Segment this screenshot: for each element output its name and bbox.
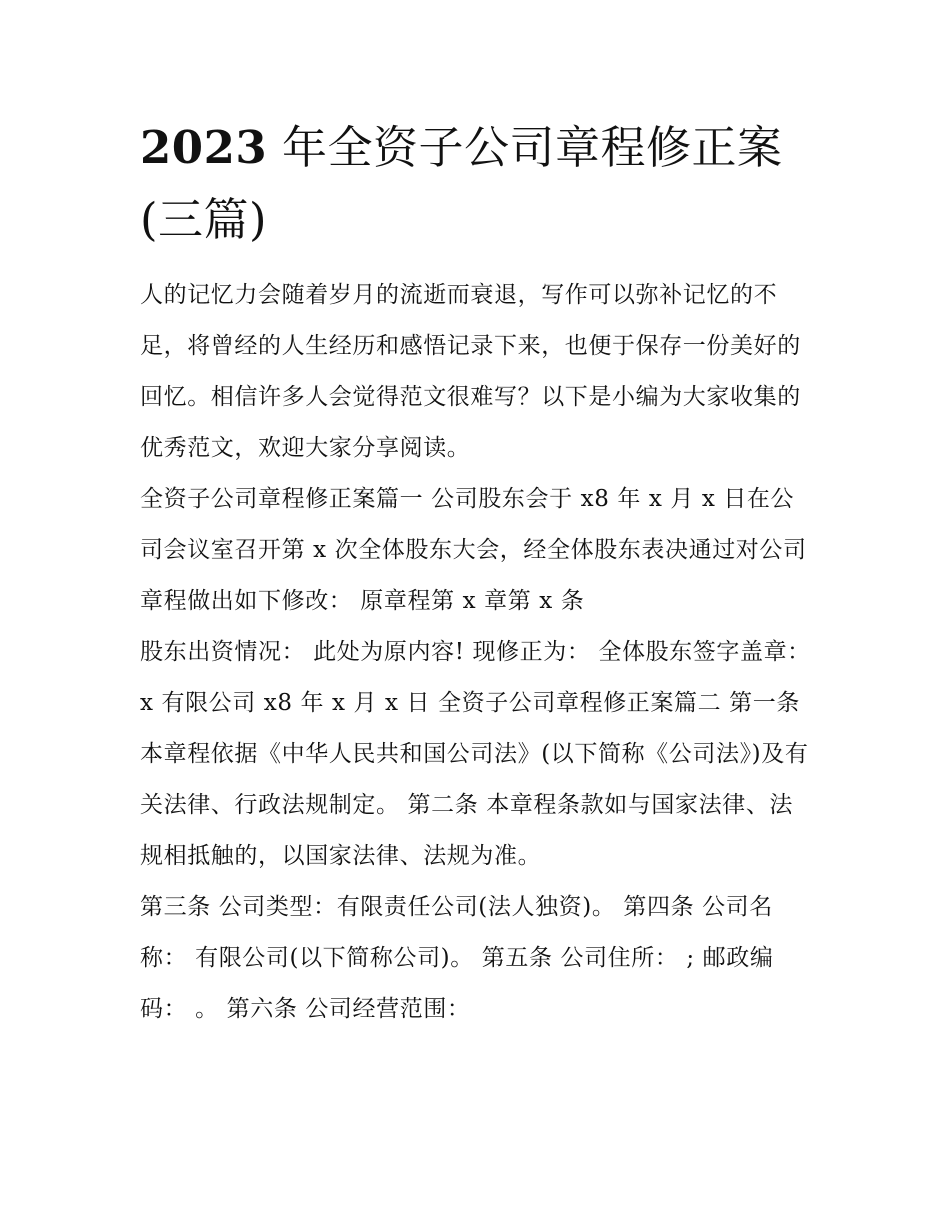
- paragraph-intro: 人的记忆力会随着岁月的流逝而衰退，写作可以弥补记忆的不足，将曾经的人生经历和感悟记录下来，也便于保存一份美好的回忆。相信许多人会觉得范文很难写？以下是小编为大家收集的优秀范文，欢迎大家分享阅读。: [140, 282, 801, 461]
- document-body: [140, 112, 812, 1035]
- paragraph-company-info: 第三条 公司类型：有限责任公司(法人独资)。 第四条 公司名称： 有限公司(以下简称公司)。 第五条 公司住所： ; 邮政编码： 。 第六条 公司经营范围：: [140, 894, 774, 1022]
- title-text: 年全资子公司章程修正案(三篇): [140, 121, 783, 246]
- title-year: 2023: [140, 121, 268, 174]
- paragraph-article-one: 全资子公司章程修正案篇一 公司股东会于 x8 年 x 月 x 日在公司会议室召开第 x 次全体股东大会，经全体股东表决通过对公司章程做出如下修改： 原章程第 x 章第 x 条: [140, 486, 807, 614]
- paragraph-legal-basis: 本章程依据《中华人民共和国公司法》(以下简称《公司法》)及有关法律、行政法规制定。 第二条 本章程条款如与国家法律、法规相抵触的，以国家法律、法规为准。: [140, 741, 809, 869]
- paragraph-shareholder-contribution: 股东出资情况： 此处为原内容! 现修正为： 全体股东签字盖章： x 有限公司 x8 年 x 月 x 日 全资子公司章程修正案篇二 第一条: [140, 639, 811, 716]
- document-title: [140, 112, 812, 256]
